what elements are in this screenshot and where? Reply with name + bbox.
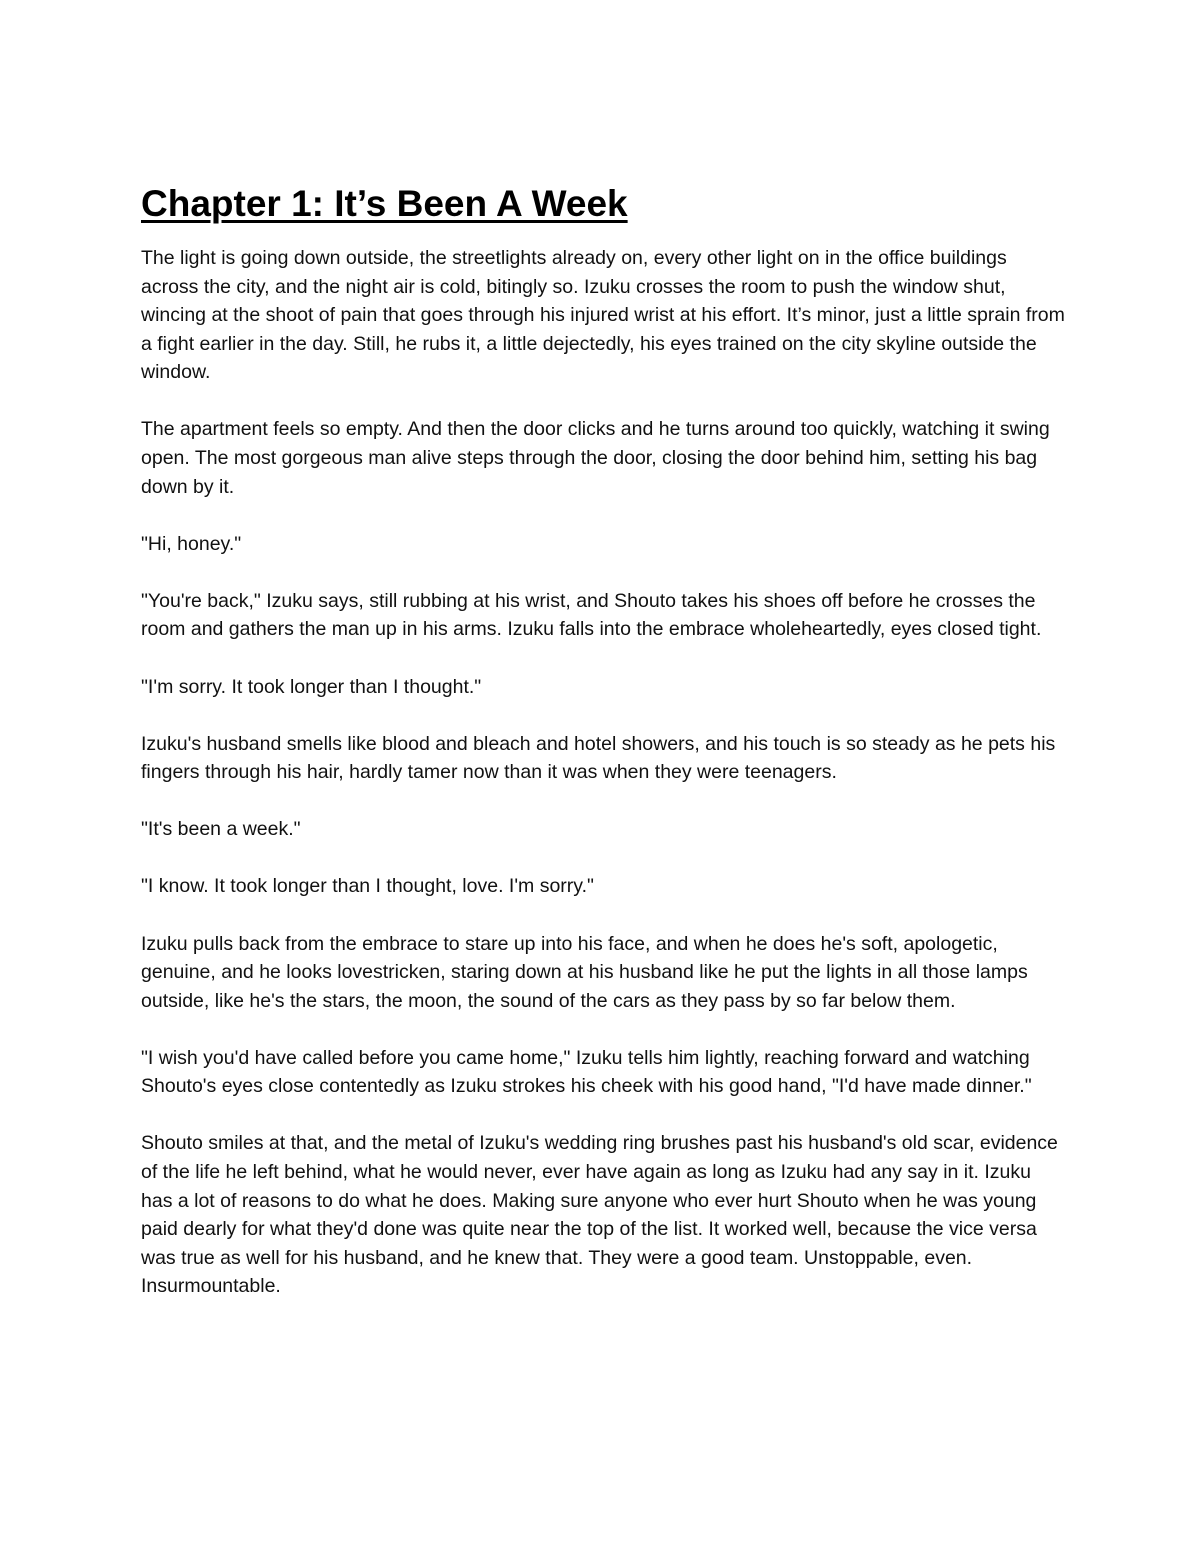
paragraph: "Hi, honey." — [141, 532, 242, 555]
paragraph: "I'm sorry. It took longer than I thought." — [141, 675, 482, 698]
document-body — [141, 180, 1066, 1301]
paragraph: The apartment feels so empty. And then the door clicks and he turns around too quickly, watching it swing open. The most gorgeous man alive steps through the door, closing the door behind him, setting his bag down by it. — [141, 418, 1050, 498]
paragraph: Shouto smiles at that, and the metal of Izuku's wedding ring brushes past his husband's old scar, evidence of the life he left behind, what he would never, ever have again as long as Izuku had any say in it. Izuku has a lot of reasons to do what he does. Making sure anyone who ever hurt Shouto when he was young paid dearly for what they'd done was quite near the top of the list. It worked well, because the vice versa was true as well for his husband, and he knew that. They were a good team. Unstoppable, even. Insurmountable. — [141, 1132, 1058, 1298]
paragraph: "I wish you'd have called before you came home," Izuku tells him lightly, reaching forward and watching Shouto's eyes close contentedly as Izuku strokes his cheek with his good hand, "I'd have made dinner." — [141, 1046, 1032, 1098]
paragraph: "You're back," Izuku says, still rubbing at his wrist, and Shouto takes his shoes off before he crosses the room and gathers the man up in his arms. Izuku falls into the embrace wholeheartedly, eyes closed tight. — [141, 589, 1042, 641]
chapter-title: Chapter 1: It’s Been A Week — [141, 183, 628, 224]
paragraph: The light is going down outside, the streetlights already on, every other light on in the office buildings across the city, and the night air is cold, bitingly so. Izuku crosses the room to push the window shut, wincing at the shoot of pain that goes through his injured wrist at his effort. It’s minor, just a little sprain from a fight earlier in the day. Still, he rubs it, a little dejectedly, his eyes trained on the city skyline outside the window. — [141, 247, 1065, 384]
paragraph: "It's been a week." — [141, 818, 301, 841]
paragraph: Izuku's husband smells like blood and bleach and hotel showers, and his touch is so steady as he pets his fingers through his hair, hardly tamer now than it was when they were teenagers. — [141, 732, 1056, 784]
paragraph: "I know. It took longer than I thought, love. I'm sorry." — [141, 875, 594, 898]
paragraph: Izuku pulls back from the embrace to stare up into his face, and when he does he's soft, apologetic, genuine, and he looks lovestricken, staring down at his husband like he put the lights in all those lamps outside, like he's the stars, the moon, the sound of the cars as they pass by so far below them. — [141, 932, 1028, 1012]
